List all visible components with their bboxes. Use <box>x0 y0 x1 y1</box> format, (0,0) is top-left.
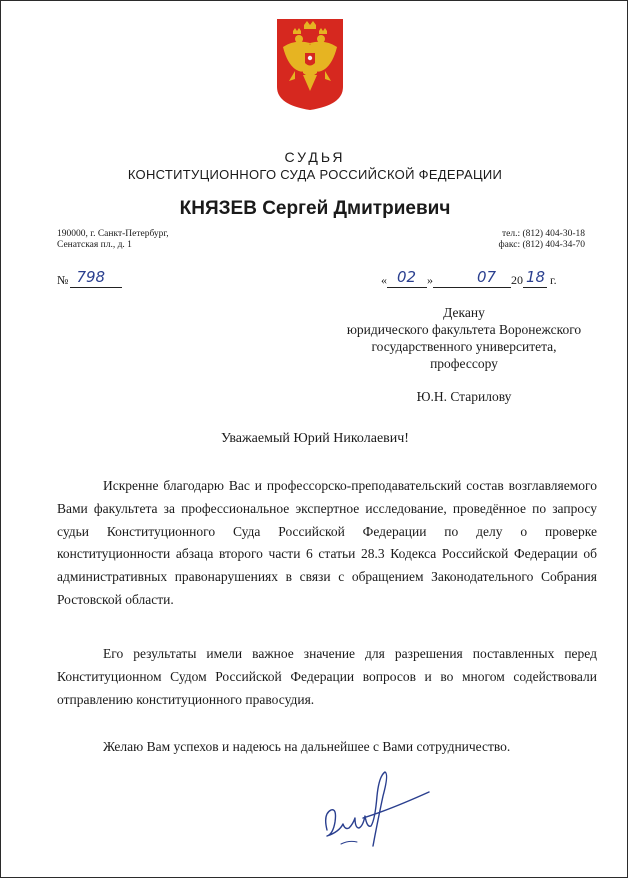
year-prefix: 20 <box>511 273 523 287</box>
phone-number: тел.: (812) 404-30-18 <box>501 229 585 239</box>
addressee-name: Ю.Н. Старилову <box>416 389 512 404</box>
postal-address <box>57 229 169 251</box>
year-line <box>523 268 547 288</box>
addressee-block <box>319 304 609 372</box>
year-suffix: 18 <box>526 268 546 286</box>
paragraph-1: Искренне благодарю Вас и профессорско-преподавательский состав возглавляемого Вами факультета за профессиональное экспертное исследование, проведённое по запросу судьи Конституционного Суда Российской Федерации по делу о проверке конституционности абзаца второго части 6 статьи 28.3 Кодекса Российской Федерации об административных правонарушениях в связи с обращением Законодательного Собрания Ростовской области. <box>57 478 597 607</box>
russian-coat-of-arms-icon <box>275 17 345 112</box>
judge-name: КНЯЗЕВ Сергей Дмитриевич <box>179 198 451 219</box>
fax-number: факс: (812) 404-34-70 <box>498 240 585 250</box>
addressee-line-3: государственного университета, <box>371 339 557 354</box>
salutation: Уважаемый Юрий Николаевич! <box>221 431 409 446</box>
number-label: № <box>57 273 69 287</box>
signature-graphic <box>319 766 439 856</box>
paragraph-3: Желаю Вам успехов и надеюсь на дальнейшее с Вами сотрудничество. <box>103 739 511 754</box>
paragraph-2: Его результаты имели важное значение для разрешения поставленных перед Конституционном Судом Российской Федерации вопросов и во многом содействовали отправлению конституционного правосудия. <box>57 646 597 707</box>
coat-of-arms-graphic <box>275 17 345 112</box>
address-line-2: Сенатская пл., д. 1 <box>57 240 132 250</box>
day-line <box>387 268 427 288</box>
contact-phones <box>498 229 585 251</box>
registration-date <box>381 268 557 288</box>
handwritten-signature-icon <box>319 766 439 856</box>
header-title-judge: СУДЬЯ <box>284 149 346 165</box>
registration-number <box>57 268 122 288</box>
address-line-1: 190000, г. Санкт-Петербург, <box>57 229 169 239</box>
number-value: 798 <box>76 268 106 286</box>
month-line <box>433 268 511 288</box>
header-title-court: КОНСТИТУЦИОННОГО СУДА РОССИЙСКОЙ ФЕДЕРАЦИИ <box>127 167 503 182</box>
date-close-quote: » <box>427 273 433 287</box>
date-open-quote: « <box>381 273 387 287</box>
date-day: 02 <box>397 268 417 286</box>
date-month: 07 <box>477 268 497 286</box>
addressee-line-1: Декану <box>443 305 485 320</box>
addressee-line-2: юридического факультета Воронежского <box>346 322 582 337</box>
number-line <box>70 268 122 288</box>
year-abbr: г. <box>550 273 557 287</box>
addressee-line-4: профессору <box>430 356 498 371</box>
